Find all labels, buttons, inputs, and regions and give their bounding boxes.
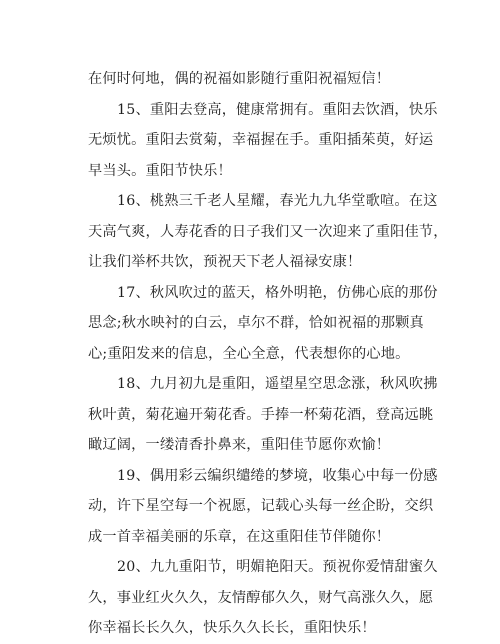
text-line: 你幸福长长久久，快乐久久长长，重阳快乐！ <box>88 620 376 636</box>
text-line: 18、九月初九是重阳，遥望星空思念涨，秋风吹拂 <box>117 376 438 392</box>
text-line: 19、偶用彩云编织缱绻的梦境，收集心中每一份感 <box>117 467 438 484</box>
text-line: 16、桃熟三千老人星耀，春光九九华堂歌喧。在这 <box>117 193 438 209</box>
text-line: 早当头。重阳节快乐！ <box>88 162 232 179</box>
text-line: 瞰辽阔，一缕清香扑鼻来，重阳佳节愿你欢愉！ <box>88 437 391 453</box>
text-line: 17、秋风吹过的蓝天，格外明艳，仿佛心底的那份 <box>117 284 438 301</box>
text-line: 思念;秋水映衬的白云，卓尔不群，恰如祝福的那颗真 <box>88 315 424 331</box>
text-line: 让我们举杯共饮，预祝天下老人福禄安康！ <box>88 254 362 270</box>
document-body <box>88 64 448 644</box>
text-line: 成一首幸福美丽的乐章，在这重阳佳节伴随你！ <box>88 528 391 545</box>
text-line: 在何时何地，偶的祝福如影随行重阳祝福短信！ <box>88 71 391 87</box>
text-line: 秋叶黄，菊花遍开菊花香。手捧一杯菊花酒，登高远眺 <box>88 406 434 423</box>
text-line: 久，事业红火久久，友情醇郁久久，财气高涨久久，愿 <box>88 589 434 606</box>
text-line: 天高气爽，人寿花香的日子我们又一次迎来了重阳佳节， <box>88 223 448 240</box>
text-line: 无烦忧。重阳去赏菊，幸福握在手。重阳插茱萸，好运 <box>88 132 434 148</box>
text-line: 20、九九重阳节，明媚艳阳天。预祝你爱情甜蜜久 <box>117 559 438 575</box>
text-line: 动，许下星空每一个祝愿，记载心头每一丝企盼，交织 <box>88 498 434 514</box>
text-line: 心;重阳发来的信息，全心全意，代表想你的心地。 <box>88 345 410 362</box>
text-line: 15、重阳去登高，健康常拥有。重阳去饮酒，快乐 <box>117 101 438 118</box>
